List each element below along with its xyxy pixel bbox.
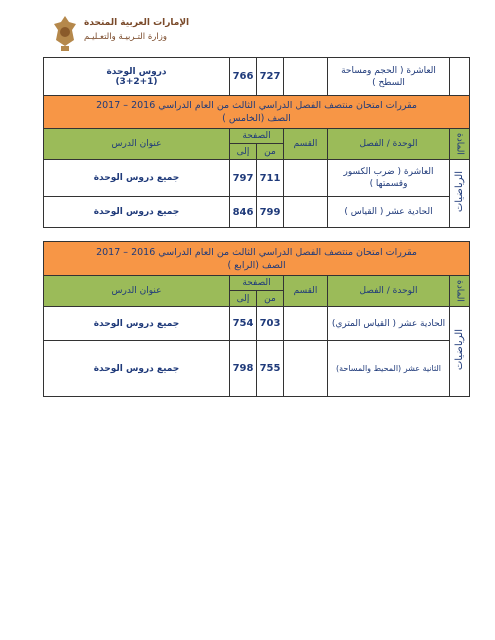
grade4-row1-from: 703 xyxy=(257,307,284,341)
section-header-2: القسم xyxy=(284,276,328,307)
grade4-exam-table xyxy=(43,241,470,397)
top-to-page: 766 xyxy=(230,58,257,96)
page-header-2: الصفحة xyxy=(230,276,284,291)
grade4-row2-section xyxy=(284,341,328,397)
grade4-subject-cell: الرياضيات xyxy=(450,307,470,397)
grade5-row1-unit: العاشرة ( ضرب الكسور وقسمتها ) xyxy=(328,160,450,197)
org-name-line2: وزارة التـربيـة والتعـليـم xyxy=(84,32,167,42)
grade5-row2-unit: الحادية عشر ( القياس ) xyxy=(328,197,450,228)
grade5-row1-lesson: جميع دروس الوحدة xyxy=(44,160,230,197)
grade5-row2-lesson: جميع دروس الوحدة xyxy=(44,197,230,228)
top-section-cell xyxy=(284,58,328,96)
top-from-page: 727 xyxy=(257,58,284,96)
grade5-row1-to: 797 xyxy=(230,160,257,197)
grade4-row1-unit: الحادية عشر ( القياس المتري) xyxy=(328,307,450,341)
grade5-banner: مقررات امتحان منتصف الفصل الدراسي الثالث من العام الدراسي 2016 – 2017 الصف (الخامس ) xyxy=(44,96,470,129)
unit-header: الوحدة / الفصل xyxy=(328,129,450,160)
to-header: إلى xyxy=(230,144,257,160)
subject-header-2: المادة xyxy=(450,276,470,307)
grade5-exam-table xyxy=(43,95,470,228)
top-unit-cell: العاشرة ( الحجم ومساحة السطح ) xyxy=(328,58,450,96)
lesson-title-header-2: عنوان الدرس xyxy=(44,276,230,307)
top-lesson-cell: دروس الوحدة (3+2+1) xyxy=(44,58,230,96)
grade4-banner: مقررات امتحان منتصف الفصل الدراسي الثالث من العام الدراسي 2016 – 2017 الصف (الرابع ) xyxy=(44,242,470,276)
grade5-row2-section xyxy=(284,197,328,228)
grade5-row2-from: 799 xyxy=(257,197,284,228)
top-continuation-table xyxy=(43,57,470,96)
falcon-emblem-icon xyxy=(50,14,80,52)
grade4-row2-to: 798 xyxy=(230,341,257,397)
grade5-subject-cell: الرياضيات xyxy=(450,160,470,228)
grade4-row2-from: 755 xyxy=(257,341,284,397)
ministry-logo xyxy=(50,14,190,54)
unit-header-2: الوحدة / الفصل xyxy=(328,276,450,307)
section-header: القسم xyxy=(284,129,328,160)
grade4-row2-lesson: جميع دروس الوحدة xyxy=(44,341,230,397)
grade5-row1-section xyxy=(284,160,328,197)
grade4-row1-section xyxy=(284,307,328,341)
grade5-row1-from: 711 xyxy=(257,160,284,197)
from-header: من xyxy=(257,144,284,160)
grade4-row1-to: 754 xyxy=(230,307,257,341)
top-subject-cell xyxy=(450,58,470,96)
page-header: الصفحة xyxy=(230,129,284,144)
org-name-line1: الإمارات العربية المتحدة xyxy=(84,18,190,28)
lesson-title-header: عنوان الدرس xyxy=(44,129,230,160)
grade4-row1-lesson: جميع دروس الوحدة xyxy=(44,307,230,341)
from-header-2: من xyxy=(257,291,284,307)
subject-header: المادة xyxy=(450,129,470,160)
grade4-row2-unit: الثانية عشر (المحيط والمساحة) xyxy=(328,341,450,397)
grade5-row2-to: 846 xyxy=(230,197,257,228)
to-header-2: إلى xyxy=(230,291,257,307)
